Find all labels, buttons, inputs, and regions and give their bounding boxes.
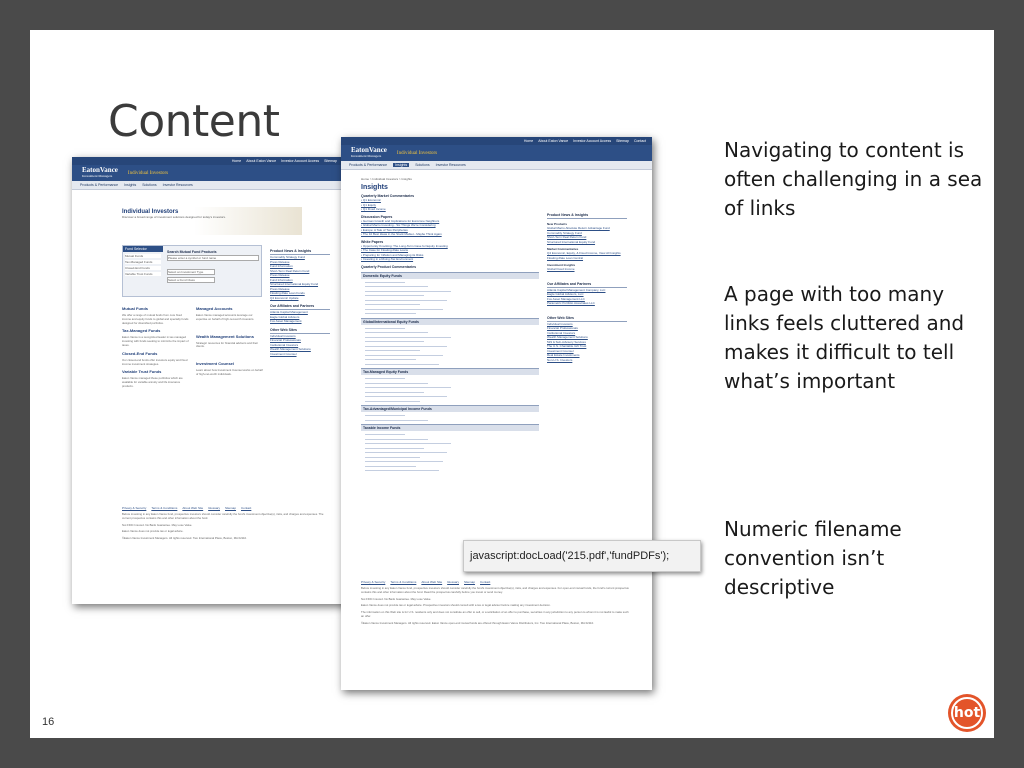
sidebar-link[interactable]: Global Macro Absolute Return Advantage Fund [547,226,610,230]
footer: Privacy & Security Terms & Conditions About Web Site Glossary Sitemap Contact Before investing in any Eaton Vance fund, prospective investors should consider carefully the fund's investment objective(s), risks, and charges and expenses. For open-end mutual funds, the fund's current prospectus contains this and other information about the fund. Read the prospectus carefully before you invest or send money. Not FDIC Insured. No Bank Guarantee. May Lose Value. Eaton Vance does not provide tax or legal advice. Prospective investors should consult with a tax or legal advisor before making any investment decision. The information on this Web site is for U.S. residents only and does not constitute an offer to sell, or a solicitation of an offer to purchase, securities in any jurisdiction to any person to whom it is not lawful to make such an offer. ©Eaton Vance Investment Managers. All rights reserved. Eaton Vance open-end mutual funds are offered through Eaton Vance Distributors, Inc. Two International Place, Boston, MA 02110. [361,580,629,625]
fund-link[interactable] [365,311,416,313]
hot-logo: hot [948,694,986,732]
insight-link[interactable]: • Q1 Fixed Income [361,207,386,211]
link-list [361,279,539,315]
sidebar-link[interactable]: Commodity Strategy Fund [270,255,305,259]
top-link[interactable]: Investor Account Access [573,139,612,143]
sidebar-link[interactable]: Fox Asset Management LLC [547,296,585,301]
fund-link[interactable] [365,464,416,466]
fund-link[interactable] [365,298,447,300]
link-list [361,375,539,402]
fund-link[interactable] [365,326,405,328]
nav-item-active[interactable]: Insights [395,163,408,167]
fund-type-tab[interactable]: Variable Trust Funds [125,272,161,276]
screenshot-insights [341,137,652,690]
main-content [361,177,539,472]
sidebar-link[interactable]: Financial Professionals [547,326,578,330]
footer-link[interactable]: Sitemap [464,580,476,584]
insight-link[interactable]: • Global Macro Investing - Six Things We're Considering [361,223,436,227]
fund-link[interactable] [365,413,405,415]
top-links [72,157,360,165]
category-bar: Domestic Equity Funds [361,272,539,279]
note-filename: Numeric filename convention isn’t descriptive [724,517,902,599]
section-heading: White Papers [361,239,384,244]
section-link[interactable]: Wealth Management Solutions [196,333,254,339]
fund-link[interactable] [365,418,428,420]
fund-class-select[interactable]: Select a Fund Class [167,277,215,283]
fund-link[interactable] [365,385,451,387]
sidebar-link[interactable]: Wealth Management Solutions [547,335,588,339]
fund-link[interactable] [365,376,405,378]
fund-link[interactable] [365,302,420,304]
insight-link[interactable]: • Opportunity Knocking: The Long-Term Case for Equity Investing [361,243,448,248]
section-heading: Quarterly Product Commentaries [361,264,417,269]
sidebar-heading: Our Affiliates and Partners [547,282,627,288]
fund-link[interactable] [365,441,451,443]
note-navigation: Navigating to content is often challenging in a sea of links [724,138,983,220]
insight-link[interactable]: • Preparing for Inflation and Managing its Risks [361,252,424,257]
sidebar-link[interactable]: Structured International Equity Fund [547,239,596,244]
insight-link[interactable]: • Europe: A Tale of Two Peripheries [361,227,408,232]
left-column: Mutual Funds We offer a range of mutual funds from core fixed income and equity funds to global and specialty funds designed for diversified portfolios. Tax-Managed Funds Eaton Vance is a recognized leader in tax-managed investing with funds seeking to minimize the impact of taxes. Closed-End Funds Our closed-end funds offer investors equity and fixed income investment strategies. Variable Trust Funds Eaton Vance managed these portfolios which are available for variable annuity and life insurance products. [122,306,189,388]
sidebar-heading: Product News & Insights [547,213,627,219]
footer-link[interactable]: About Web Site [182,506,204,510]
fund-link[interactable] [365,450,447,452]
footer-link[interactable]: Privacy & Security [361,580,386,584]
sidebar-link[interactable]: Floating-Rate Loan Central [547,255,584,260]
section-name: Individual Investors [396,150,438,156]
right-sidebar [270,245,330,356]
sidebar-link[interactable]: Q4 Economic, Equity, & Fixed Income, View All Insights [547,251,621,255]
fund-link[interactable] [365,437,428,439]
sidebar-link[interactable]: Press Release [270,259,290,264]
fund-link[interactable] [365,353,443,355]
brand-logo[interactable]: EatonVance Investment Managers [82,166,118,178]
sidebar-link[interactable]: Commodity Strategy Fund [547,230,582,235]
insight-link[interactable]: • Q1 Equity [361,202,377,207]
fund-link[interactable] [365,330,428,332]
fund-selector-panel [122,245,262,297]
fund-link[interactable] [365,289,451,291]
nav-item[interactable]: Investor Resources [435,163,466,167]
category-bar: Tax-Managed Equity Funds [361,368,539,375]
sidebar-link[interactable]: Fund Information [270,264,293,268]
sidebar-link[interactable]: The U.S. Charitable Gift Trust [547,344,587,348]
fund-link[interactable] [365,284,428,286]
footer-link[interactable]: Glossary [447,580,459,584]
category-bar: Global/International Equity Funds [361,318,539,325]
fund-link[interactable] [365,432,405,434]
footer-link[interactable]: Glossary [208,506,220,510]
fund-link[interactable] [365,446,424,448]
insight-link[interactable]: • The 10 Best Ideas in the Stock Market...Maybe Think Again [361,232,442,236]
footer-link[interactable]: Terms & Conditions [151,506,178,510]
sidebar-link[interactable]: Fox Asset Management [270,319,302,323]
link-list [361,219,539,237]
nav-item[interactable]: Investor Resources [162,183,193,187]
nav-item[interactable]: Insights [124,183,137,187]
section-heading: Discussion Papers [361,214,393,219]
sidebar-link[interactable]: Parametric Portfolio Associates LLC [547,301,595,305]
sidebar-link[interactable]: Individual Investors [270,333,296,338]
sidebar-heading: Other Web Sites [547,316,627,322]
sidebar-link[interactable]: Financial Professionals [270,338,301,342]
nav-item[interactable]: Products & Performance [80,183,119,187]
fund-link[interactable] [365,468,439,470]
fund-link[interactable] [365,357,416,359]
site-banner [341,145,652,161]
sidebar-link[interactable]: Press Release [270,286,290,291]
sidebar-link[interactable]: Investment Counsel [547,348,574,353]
section-link[interactable]: Managed Accounts [196,306,233,311]
main-nav [341,161,652,170]
sidebar-link[interactable]: Press Release [270,273,290,277]
footer-link[interactable]: Terms & Conditions [390,580,417,584]
footer: Privacy & Security Terms & Conditions About Web Site Glossary Sitemap Contact Before investing in any Eaton Vance fund, prospective investors should consider carefully the fund's investment objective(s), risks, and charges and expenses. The current prospectus contains this and other information about the fund. Not FDIC Insured. No Bank Guarantee. May Lose Value. Eaton Vance does not provide tax or legal advice. ©Eaton Vance Investment Managers. All rights reserved. Two International Place, Boston, MA 02110. [122,506,324,541]
fund-link[interactable] [365,390,424,392]
link-list [361,431,539,472]
footer-link[interactable]: Privacy & Security [122,506,147,510]
slide [30,30,994,738]
fund-selector-heading: Fund Selector [123,246,163,252]
fund-link[interactable] [365,455,420,457]
link-list [361,412,539,421]
hero-image [122,207,302,235]
fund-link[interactable] [365,335,451,337]
top-link[interactable]: About Eaton Vance [246,159,277,163]
nav-item[interactable]: Solutions [415,163,430,167]
category-bar: Tax-Advantaged/Municipal Income Funds [361,405,539,412]
category-bar: Taxable Income Funds [361,424,539,431]
fund-link[interactable] [365,280,405,282]
section-link[interactable]: Investment Counsel [196,361,235,367]
top-link[interactable]: Investor Account Access [281,159,320,163]
sidebar-link[interactable]: Eagle Global Advisors, LLC [547,292,584,296]
top-link[interactable]: About Eaton Vance [538,139,569,143]
sidebar-link[interactable]: 529 & Sub-Advisory Services [547,339,586,344]
footer-link[interactable]: Contact [241,506,252,510]
sidebar-link[interactable]: Floating-Rate Loan Funds [270,291,305,295]
fund-link[interactable] [365,381,428,383]
right-sidebar: Product News & Insights New Products Global Macro Absolute Return Advantage Fund Commodity Strategy Fund Short-Term Real Return Fund Structured International Equity Fund Market Commentaries Q4 Economic, Equity, & Fixed Income, View All Insights Floating-Rate Loan Central Investment Insights Global Fixed Income Our Affiliates and Partners Atlanta Capital Management Company, LLC Eagle Global Advisors, LLC Fox Asset Management LLC Parametric Portfolio Associates LLC Other Web Sites Individual Investors Financial Professionals Institutional Investors Wealth Management Solutions 529 & Sub-Advisory Services The U.S. Charitable Gift Trust Investment Counsel Real Estate Investments Non-U.S. Investors [547,209,627,362]
fund-link[interactable] [365,293,424,295]
breadcrumb: Home > Individual Investors > Insights [361,177,412,181]
fund-type-tab[interactable]: Mutual Funds [125,254,161,258]
screenshot-individual-investors [72,157,360,604]
sidebar-heading: Product News & Insights [270,249,330,255]
link-list [361,198,539,212]
nav-item[interactable]: Products & Performance [349,163,388,167]
fund-link[interactable] [365,307,443,309]
fund-type-tab[interactable]: Closed-End Funds [125,266,161,270]
sidebar-link[interactable]: Institutional Investors [270,342,299,347]
sidebar-link[interactable]: Atlanta Capital Management [270,310,308,314]
middle-column: Managed Accounts Eaton Vance managed accounts leverage our expertise on behalf of high-net-worth investors. Wealth Management Solutions Strategic resources for financial advisors and their clients. Investment Counsel Learn about how Investment Counsel works on behalf of high-net-worth individuals. [196,306,263,376]
fund-link[interactable] [365,348,420,350]
sidebar-link[interactable]: Q4 Economic Update [270,295,299,300]
sidebar-link[interactable]: Short-Term Real Return Fund [270,268,310,273]
javascript-link-callout: javascript:docLoad('215.pdf','fundPDFs'); [463,540,701,572]
sidebar-link[interactable]: Investment Counsel [270,351,297,356]
slide-number: 16 [42,716,55,728]
top-link[interactable]: Contact [633,139,646,143]
sidebar-link[interactable]: Individual Investors [547,321,573,326]
sidebar-link[interactable]: Real Estate Investments [547,353,580,357]
sidebar-link[interactable]: Fund Information [270,277,293,282]
top-links [341,137,652,145]
footer-link[interactable]: About Web Site [421,580,443,584]
fund-link[interactable] [365,344,447,346]
sidebar-link[interactable]: Institutional Investors [547,330,576,335]
nav-item[interactable]: Solutions [142,183,157,187]
sidebar-heading: Other Web Sites [270,328,330,334]
insight-link[interactable]: • German Growth and Implications for Eurozone Neighbors [361,218,440,223]
top-link[interactable]: Home [523,139,534,143]
section-name: Individual Investors [127,170,169,176]
section-link[interactable]: Tax-Managed Funds [122,328,161,334]
investment-type-select[interactable]: Select an Investment Type [167,269,215,275]
page-title: Individual Investors [122,209,179,215]
fund-link[interactable] [365,339,424,341]
top-link[interactable]: Sitemap [324,159,337,163]
site-banner [72,165,360,181]
sidebar-heading: Our Affiliates and Partners [270,304,330,310]
main-nav [72,181,360,190]
fund-link[interactable] [365,394,447,396]
fund-link[interactable] [365,459,443,461]
search-heading: Search Mutual Fund Products [167,250,217,254]
insight-link[interactable]: • Q1 Economic [361,198,381,202]
fund-link[interactable] [365,399,420,401]
fund-type-tab[interactable]: Tax-Managed Funds [125,260,161,264]
sidebar-link[interactable]: Non-U.S. Investors [547,357,573,362]
sidebar-link[interactable]: Short-Term Real Return Fund [547,235,587,239]
section-link[interactable]: Variable Trust Funds [122,369,162,375]
section-link[interactable]: Mutual Funds [122,306,148,311]
link-list [361,325,539,366]
brand-logo[interactable]: EatonVance Investment Managers [351,146,387,158]
link-list [361,244,539,262]
top-link[interactable]: Sitemap [616,139,629,143]
fund-link[interactable] [365,362,439,364]
sidebar-link[interactable]: Structured International Equity Fund [270,282,319,286]
sidebar-link[interactable]: Atlanta Capital Management Company, LLC [547,287,606,292]
sidebar-link[interactable]: Global Fixed Income [547,267,575,271]
note-cluttered: A page with too many links feels cluttered and makes it difficult to tell what’s important [724,282,965,393]
top-link[interactable]: Home [231,159,242,163]
footer-link[interactable]: Sitemap [225,506,237,510]
tagline: Discover a broad range of investment solutions designed for today’s investors. [122,215,226,219]
footer-link[interactable]: Contact [480,580,491,584]
section-heading: Quarterly Market Commentaries [361,194,415,198]
page-title: Insights [361,184,388,191]
sidebar-link[interactable]: Wealth Management Solutions [270,347,311,351]
slide-title: Content [108,96,280,147]
section-link[interactable]: Closed-End Funds [122,350,158,356]
search-input[interactable]: Please enter a symbol or fund name [167,255,259,261]
insight-link[interactable]: • The Case for Floating-Rate Loans [361,248,409,252]
insight-link[interactable]: • Investing in a Rising-Tax Environment [361,257,414,261]
sidebar-link[interactable]: Eagle Global Advisors [270,314,300,319]
